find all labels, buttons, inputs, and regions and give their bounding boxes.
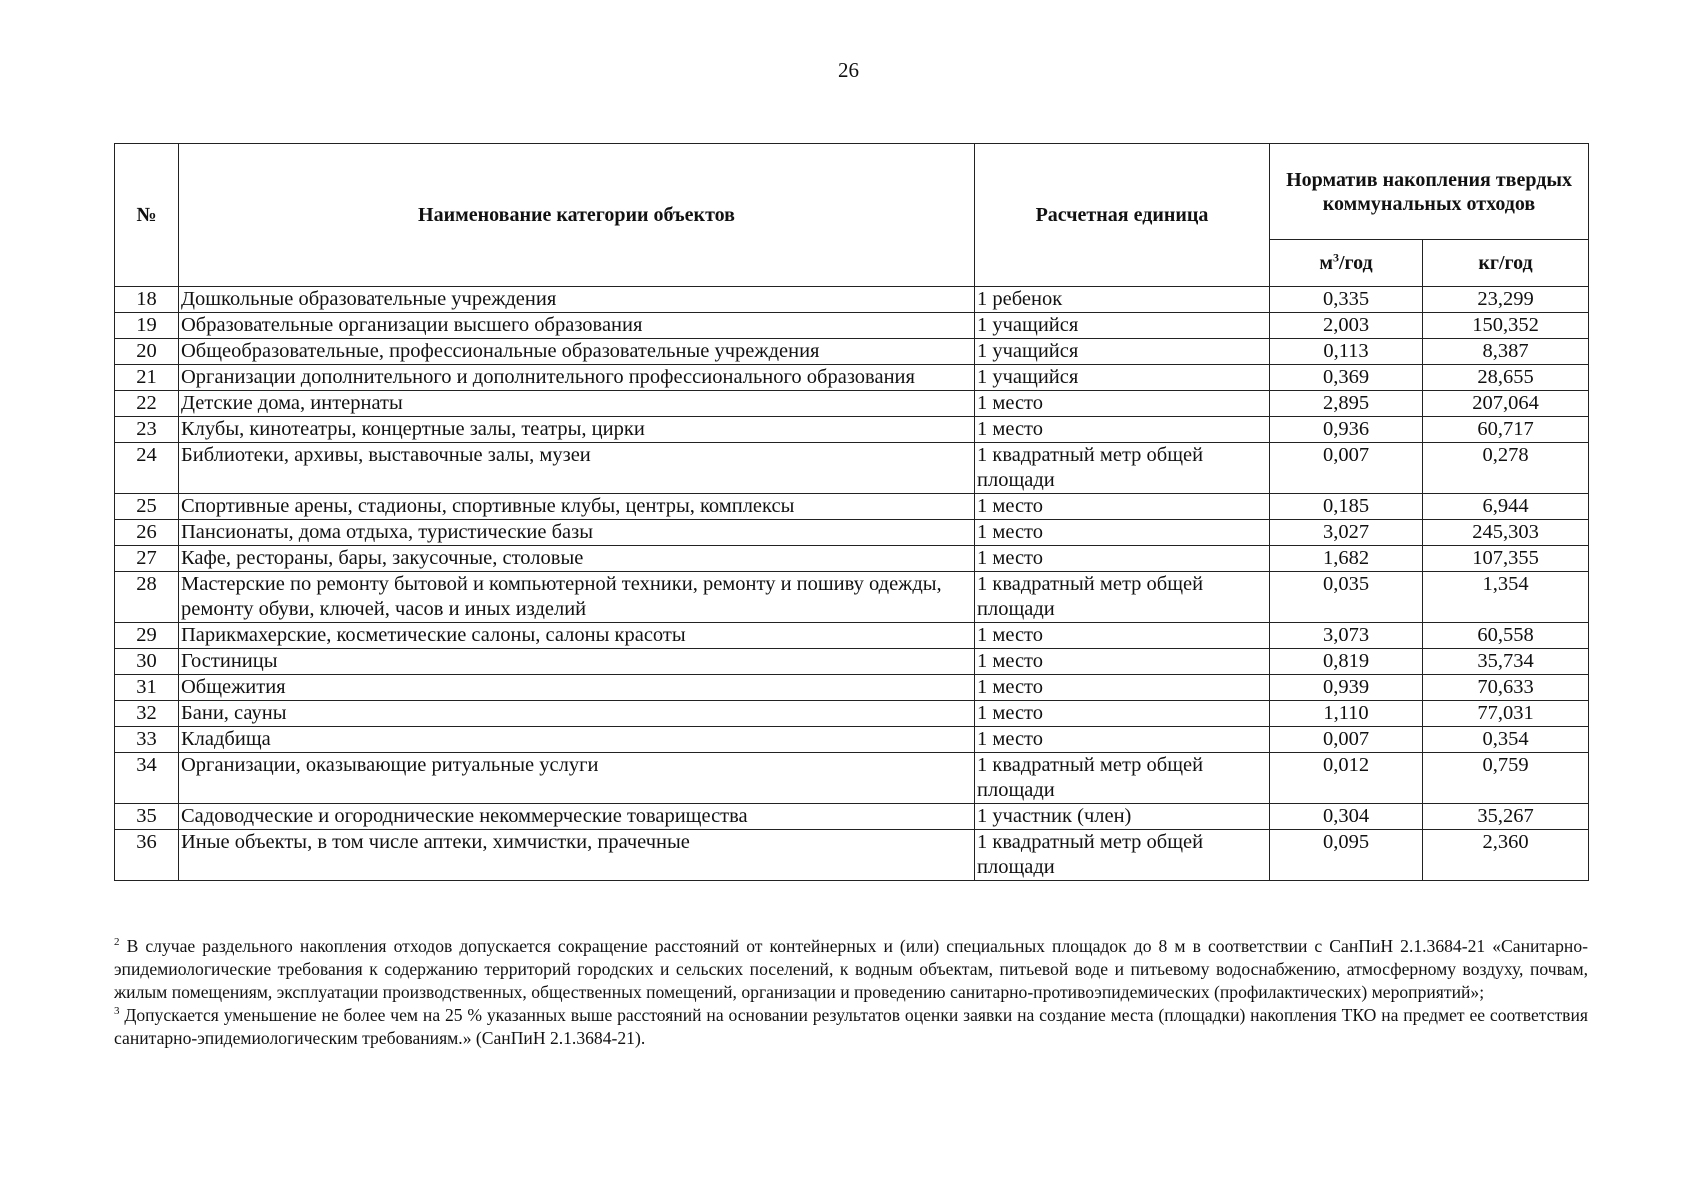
unit-cell: 1 место [975, 649, 1270, 675]
table-row [115, 443, 1589, 494]
table-row [115, 649, 1589, 675]
unit-cell: 1 квадратный метр общей площади [975, 572, 1270, 623]
norm-kg-cell: 28,655 [1423, 365, 1589, 391]
category-name-cell: Библиотеки, архивы, выставочные залы, музеи [179, 443, 975, 494]
table-row [115, 391, 1589, 417]
row-number-cell: 18 [115, 287, 179, 313]
footnote-text: В случае раздельного накопления отходов допускается сокращение расстояний от контейнерных и (или) специальных площадок до 8 м в соответствии с СанПиН 2.1.3684-21 «Санитарно-эпидемиологические требования к содержанию территорий городских и сельских поселений, к водным объектам, питьевой воде и питьевому водоснабжению, атмосферному воздуху, почвам, жилым помещениям, эксплуатации производственных, общественных помещений, организации и проведению санитарно-противоэпидемических (профилактических) мероприятий»; [114, 936, 1588, 1002]
category-name-cell: Гостиницы [179, 649, 975, 675]
norm-m3-cell: 2,895 [1270, 391, 1423, 417]
norm-m3-cell: 0,012 [1270, 753, 1423, 804]
header-norm: Норматив накопления твердых коммунальных отходов [1270, 144, 1589, 240]
norm-kg-cell: 6,944 [1423, 494, 1589, 520]
row-number-cell: 26 [115, 520, 179, 546]
row-number-cell: 30 [115, 649, 179, 675]
table-body [115, 287, 1589, 881]
footnote-3 [114, 1004, 1588, 1050]
category-name-cell: Бани, сауны [179, 701, 975, 727]
category-name-cell: Образовательные организации высшего образования [179, 313, 975, 339]
row-number-cell: 25 [115, 494, 179, 520]
header-category-name: Наименование категории объектов [179, 144, 975, 287]
category-name-cell: Организации, оказывающие ритуальные услуги [179, 753, 975, 804]
unit-cell: 1 место [975, 546, 1270, 572]
row-number-cell: 32 [115, 701, 179, 727]
table-row [115, 727, 1589, 753]
table-row [115, 287, 1589, 313]
table-row [115, 701, 1589, 727]
norm-kg-cell: 60,558 [1423, 623, 1589, 649]
norm-kg-cell: 107,355 [1423, 546, 1589, 572]
row-number-cell: 35 [115, 804, 179, 830]
table-row [115, 494, 1589, 520]
header-num: № [115, 144, 179, 287]
category-name-cell: Парикмахерские, косметические салоны, салоны красоты [179, 623, 975, 649]
norm-kg-cell: 245,303 [1423, 520, 1589, 546]
norm-m3-cell: 0,185 [1270, 494, 1423, 520]
norm-m3-cell: 3,073 [1270, 623, 1423, 649]
unit-cell: 1 учащийся [975, 339, 1270, 365]
category-name-cell: Спортивные арены, стадионы, спортивные клубы, центры, комплексы [179, 494, 975, 520]
unit-cell: 1 учащийся [975, 365, 1270, 391]
header-m3-sup: 3 [1332, 250, 1339, 265]
footnotes [114, 935, 1588, 1050]
norm-kg-cell: 60,717 [1423, 417, 1589, 443]
row-number-cell: 23 [115, 417, 179, 443]
category-name-cell: Детские дома, интернаты [179, 391, 975, 417]
category-name-cell: Пансионаты, дома отдыха, туристические базы [179, 520, 975, 546]
norm-kg-cell: 23,299 [1423, 287, 1589, 313]
norm-kg-cell: 2,360 [1423, 830, 1589, 881]
table-row [115, 313, 1589, 339]
category-name-cell: Организации дополнительного и дополнительного профессионального образования [179, 365, 975, 391]
row-number-cell: 28 [115, 572, 179, 623]
table-row [115, 804, 1589, 830]
unit-cell: 1 место [975, 701, 1270, 727]
page-number: 26 [838, 58, 859, 82]
table-row [115, 572, 1589, 623]
norm-m3-cell: 2,003 [1270, 313, 1423, 339]
waste-norms-table [114, 143, 1589, 881]
norm-kg-cell: 0,759 [1423, 753, 1589, 804]
row-number-cell: 36 [115, 830, 179, 881]
category-name-cell: Общеобразовательные, профессиональные образовательные учреждения [179, 339, 975, 365]
table-row [115, 417, 1589, 443]
norm-m3-cell: 0,095 [1270, 830, 1423, 881]
norm-kg-cell: 35,267 [1423, 804, 1589, 830]
header-unit: Расчетная единица [975, 144, 1270, 287]
header-m3-per-year [1270, 240, 1423, 287]
category-name-cell: Садоводческие и огороднические некоммерческие товарищества [179, 804, 975, 830]
norm-m3-cell: 0,819 [1270, 649, 1423, 675]
norm-kg-cell: 0,354 [1423, 727, 1589, 753]
table-row [115, 520, 1589, 546]
row-number-cell: 22 [115, 391, 179, 417]
norm-kg-cell: 150,352 [1423, 313, 1589, 339]
norm-m3-cell: 0,035 [1270, 572, 1423, 623]
table-row [115, 546, 1589, 572]
row-number-cell: 19 [115, 313, 179, 339]
category-name-cell: Общежития [179, 675, 975, 701]
norm-m3-cell: 0,007 [1270, 443, 1423, 494]
norm-m3-cell: 0,369 [1270, 365, 1423, 391]
header-m3-base: м [1319, 252, 1333, 274]
row-number-cell: 27 [115, 546, 179, 572]
norm-kg-cell: 0,278 [1423, 443, 1589, 494]
unit-cell: 1 квадратный метр общей площади [975, 753, 1270, 804]
unit-cell: 1 ребенок [975, 287, 1270, 313]
category-name-cell: Дошкольные образовательные учреждения [179, 287, 975, 313]
header-kg-per-year: кг/год [1423, 240, 1589, 287]
norm-m3-cell: 0,335 [1270, 287, 1423, 313]
unit-cell: 1 место [975, 675, 1270, 701]
unit-cell: 1 место [975, 391, 1270, 417]
unit-cell: 1 участник (член) [975, 804, 1270, 830]
row-number-cell: 33 [115, 727, 179, 753]
row-number-cell: 29 [115, 623, 179, 649]
category-name-cell: Иные объекты, в том числе аптеки, химчистки, прачечные [179, 830, 975, 881]
norm-kg-cell: 8,387 [1423, 339, 1589, 365]
unit-cell: 1 квадратный метр общей площади [975, 443, 1270, 494]
norm-m3-cell: 1,110 [1270, 701, 1423, 727]
table-row [115, 753, 1589, 804]
norm-kg-cell: 35,734 [1423, 649, 1589, 675]
header-m3-rest: /год [1338, 252, 1373, 274]
row-number-cell: 31 [115, 675, 179, 701]
norm-m3-cell: 0,113 [1270, 339, 1423, 365]
norm-m3-cell: 0,939 [1270, 675, 1423, 701]
table-row [115, 623, 1589, 649]
unit-cell: 1 квадратный метр общей площади [975, 830, 1270, 881]
footnote-mark: 2 [114, 936, 120, 949]
footnote-2 [114, 935, 1588, 1004]
norm-m3-cell: 0,304 [1270, 804, 1423, 830]
footnote-text: Допускается уменьшение не более чем на 25 % указанных выше расстояний на основании результатов оценки заявки на создание места (площадки) накопления ТКО на предмет ее соответствия санитарно-эпидемиологическим требованиям.» (СанПиН 2.1.3684-21). [114, 1005, 1588, 1048]
table-row [115, 339, 1589, 365]
footnote-mark: 3 [114, 1005, 120, 1018]
category-name-cell: Кладбища [179, 727, 975, 753]
norm-m3-cell: 0,007 [1270, 727, 1423, 753]
row-number-cell: 21 [115, 365, 179, 391]
unit-cell: 1 место [975, 520, 1270, 546]
norm-m3-cell: 3,027 [1270, 520, 1423, 546]
norm-kg-cell: 1,354 [1423, 572, 1589, 623]
norm-m3-cell: 1,682 [1270, 546, 1423, 572]
norm-m3-cell: 0,936 [1270, 417, 1423, 443]
unit-cell: 1 место [975, 727, 1270, 753]
unit-cell: 1 учащийся [975, 313, 1270, 339]
unit-cell: 1 место [975, 623, 1270, 649]
norm-kg-cell: 207,064 [1423, 391, 1589, 417]
unit-cell: 1 место [975, 417, 1270, 443]
row-number-cell: 34 [115, 753, 179, 804]
category-name-cell: Кафе, рестораны, бары, закусочные, столовые [179, 546, 975, 572]
row-number-cell: 24 [115, 443, 179, 494]
table-header [115, 144, 1589, 287]
norm-kg-cell: 70,633 [1423, 675, 1589, 701]
table-row [115, 365, 1589, 391]
category-name-cell: Клубы, кинотеатры, концертные залы, театры, цирки [179, 417, 975, 443]
table-row [115, 675, 1589, 701]
table-row [115, 830, 1589, 881]
unit-cell: 1 место [975, 494, 1270, 520]
row-number-cell: 20 [115, 339, 179, 365]
norm-kg-cell: 77,031 [1423, 701, 1589, 727]
category-name-cell: Мастерские по ремонту бытовой и компьютерной техники, ремонту и пошиву одежды, ремонту обуви, ключей, часов и иных изделий [179, 572, 975, 623]
